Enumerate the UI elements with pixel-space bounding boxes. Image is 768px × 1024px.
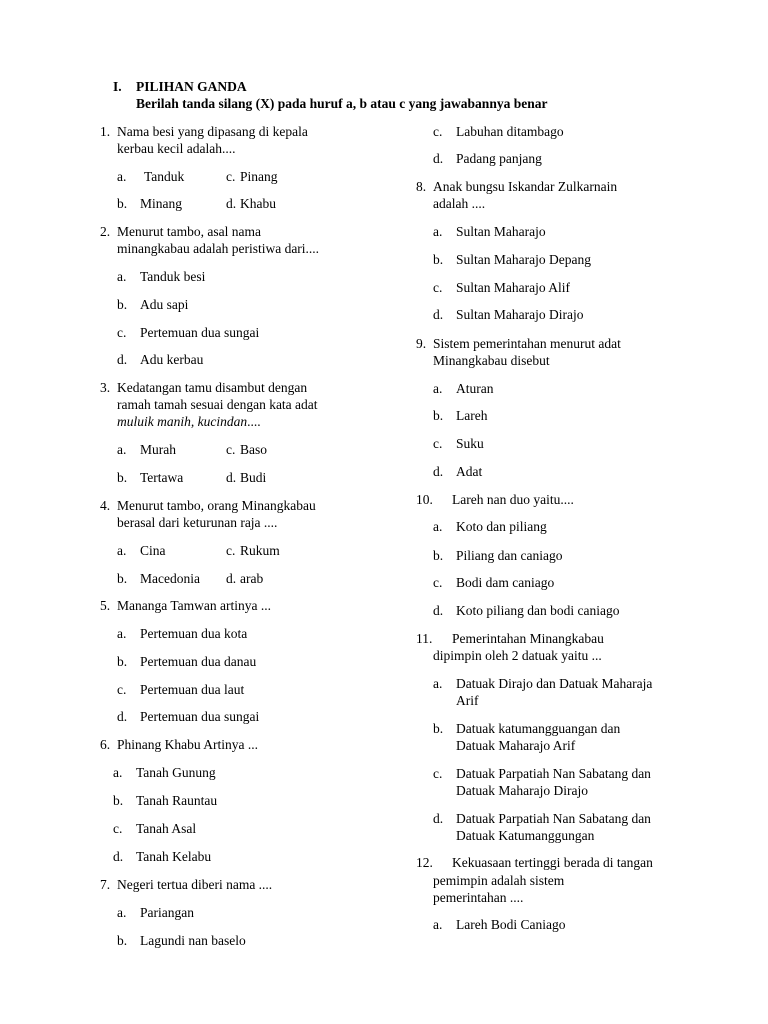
option-letter: a. xyxy=(433,917,443,932)
option-letter: b. xyxy=(117,297,128,312)
italic-phrase: muluik manih, kucindan xyxy=(117,414,248,429)
option-text: Lareh xyxy=(456,408,488,423)
option-letter: c. xyxy=(117,682,127,697)
option-text: Khabu xyxy=(240,196,276,211)
option-letter: c. xyxy=(433,124,443,139)
question-text: Menurut tambo, orang Minangkabau xyxy=(117,498,316,513)
option-text: Aturan xyxy=(456,381,494,396)
option-letter: d. xyxy=(226,571,237,586)
question-text-italic xyxy=(117,413,261,430)
option-letter: c. xyxy=(433,575,443,590)
option-text: Macedonia xyxy=(140,571,200,586)
option-letter: a. xyxy=(117,442,127,457)
option-text: Labuhan ditambago xyxy=(456,124,564,139)
question-text: Lareh nan duo yaitu.... xyxy=(452,492,574,507)
option-letter: c. xyxy=(433,280,443,295)
question-text: Negeri tertua diberi nama .... xyxy=(117,877,273,892)
option-letter: d. xyxy=(433,603,444,618)
option-letter: c. xyxy=(433,766,443,781)
option-text: Datuak Katumanggungan xyxy=(456,828,595,843)
ellipsis: .... xyxy=(247,414,261,429)
option-letter: a. xyxy=(433,224,443,239)
option-letter: a. xyxy=(117,269,127,284)
question-number: 4. xyxy=(100,498,111,513)
option-letter: a. xyxy=(117,905,127,920)
question-text: Minangkabau disebut xyxy=(433,353,550,368)
option-letter: d. xyxy=(226,470,237,485)
option-letter: d. xyxy=(433,811,444,826)
question-text: minangkabau adalah peristiwa dari.... xyxy=(117,241,320,256)
option-text: Pertemuan dua danau xyxy=(140,654,257,669)
option-letter: c. xyxy=(226,169,236,184)
question-text: Pemerintahan Minangkabau xyxy=(452,631,604,646)
option-text: Bodi dam caniago xyxy=(456,575,555,590)
option-letter: a. xyxy=(117,543,127,558)
option-text: Tanduk xyxy=(144,169,185,184)
question-text: Sistem pemerintahan menurut adat xyxy=(433,336,621,351)
option-letter: b. xyxy=(117,933,128,948)
option-text: Murah xyxy=(140,442,176,457)
question-text: ramah tamah sesuai dengan kata adat xyxy=(117,397,318,412)
option-letter: d. xyxy=(433,307,444,322)
question-text: Phinang Khabu Artinya ... xyxy=(117,737,258,752)
option-letter: c. xyxy=(226,543,236,558)
option-letter: b. xyxy=(433,408,444,423)
option-text: Adu kerbau xyxy=(140,352,204,367)
option-letter: b. xyxy=(433,548,444,563)
option-letter: b. xyxy=(433,721,444,736)
option-text: Koto piliang dan bodi caniago xyxy=(456,603,620,618)
option-text: Lagundi nan baselo xyxy=(140,933,246,948)
question-text: Kekuasaan tertinggi berada di tangan xyxy=(452,855,653,870)
option-text: Piliang dan caniago xyxy=(456,548,563,563)
option-letter: c. xyxy=(226,442,236,457)
question-text: Kedatangan tamu disambut dengan xyxy=(117,380,308,395)
option-text: Datuak Maharajo Dirajo xyxy=(456,783,588,798)
option-text: Lareh Bodi Caniago xyxy=(456,917,566,932)
option-text: Datuak katumangguangan dan xyxy=(456,721,621,736)
option-text: Datuak Parpatiah Nan Sabatang dan xyxy=(456,766,651,781)
option-text: Pertemuan dua sungai xyxy=(140,709,260,724)
option-text: Sultan Maharajo xyxy=(456,224,546,239)
option-text: Sultan Maharajo Depang xyxy=(456,252,591,267)
option-text: Padang panjang xyxy=(456,151,542,166)
option-text: Sultan Maharajo Dirajo xyxy=(456,307,584,322)
option-text: Datuak Maharajo Arif xyxy=(456,738,576,753)
option-text: Rukum xyxy=(240,543,280,558)
option-letter: b. xyxy=(433,252,444,267)
question-number: 10. xyxy=(416,492,433,507)
question-number: 9. xyxy=(416,336,427,351)
option-letter: a. xyxy=(433,676,443,691)
question-number: 8. xyxy=(416,179,427,194)
option-text: Budi xyxy=(240,470,267,485)
option-text: Tanduk besi xyxy=(140,269,206,284)
question-text: Nama besi yang dipasang di kepala xyxy=(117,124,308,139)
option-text: Datuak Parpatiah Nan Sabatang dan xyxy=(456,811,651,826)
question-text: berasal dari keturunan raja .... xyxy=(117,515,278,530)
section-title: PILIHAN GANDA xyxy=(136,79,247,94)
option-letter: b. xyxy=(117,571,128,586)
option-text: Datuak Dirajo dan Datuak Maharaja xyxy=(456,676,653,691)
option-text: Tanah Gunung xyxy=(136,765,216,780)
option-text: Arif xyxy=(456,693,479,708)
option-text: Adu sapi xyxy=(140,297,189,312)
option-letter: d. xyxy=(117,709,128,724)
option-text: Pariangan xyxy=(140,905,194,920)
option-text: Minang xyxy=(140,196,182,211)
option-letter: d. xyxy=(117,352,128,367)
option-text: arab xyxy=(240,571,264,586)
option-letter: d. xyxy=(433,464,444,479)
option-text: Tanah Asal xyxy=(136,821,197,836)
question-text: pemerintahan .... xyxy=(433,890,524,905)
option-text: Suku xyxy=(456,436,484,451)
option-text: Pinang xyxy=(240,169,278,184)
option-letter: a. xyxy=(433,519,443,534)
question-text: Anak bungsu Iskandar Zulkarnain xyxy=(433,179,618,194)
question-text: adalah .... xyxy=(433,196,486,211)
option-text: Pertemuan dua sungai xyxy=(140,325,260,340)
option-text: Sultan Maharajo Alif xyxy=(456,280,570,295)
option-text: Koto dan piliang xyxy=(456,519,547,534)
question-number: 3. xyxy=(100,380,111,395)
option-text: Cina xyxy=(140,543,166,558)
option-letter: b. xyxy=(117,470,128,485)
question-text: kerbau kecil adalah.... xyxy=(117,141,236,156)
option-letter: d. xyxy=(433,151,444,166)
option-letter: d. xyxy=(113,849,124,864)
question-number: 2. xyxy=(100,224,111,239)
question-number: 7. xyxy=(100,877,111,892)
question-text: Mananga Tamwan artinya ... xyxy=(117,598,272,613)
option-letter: b. xyxy=(117,654,128,669)
question-text: pemimpin adalah sistem xyxy=(433,873,565,888)
section-number: I. xyxy=(113,79,122,94)
option-letter: a. xyxy=(433,381,443,396)
question-text: dipimpin oleh 2 datuak yaitu ... xyxy=(433,648,602,663)
question-number: 5. xyxy=(100,598,111,613)
option-letter: d. xyxy=(226,196,237,211)
question-text: Menurut tambo, asal nama xyxy=(117,224,261,239)
option-letter: b. xyxy=(117,196,128,211)
option-letter: b. xyxy=(113,793,124,808)
option-text: Baso xyxy=(240,442,267,457)
question-number: 6. xyxy=(100,737,111,752)
section-instruction: Berilah tanda silang (X) pada huruf a, b atau c yang jawabannya benar xyxy=(136,96,548,111)
option-letter: c. xyxy=(117,325,127,340)
question-number: 1. xyxy=(100,124,111,139)
option-letter: c. xyxy=(113,821,123,836)
option-text: Tertawa xyxy=(140,470,184,485)
option-text: Tanah Rauntau xyxy=(136,793,218,808)
option-text: Pertemuan dua kota xyxy=(140,626,248,641)
option-text: Adat xyxy=(456,464,483,479)
question-number: 11. xyxy=(416,631,433,646)
question-number: 12. xyxy=(416,855,433,870)
option-letter: c. xyxy=(433,436,443,451)
option-letter: a. xyxy=(117,169,127,184)
option-letter: a. xyxy=(117,626,127,641)
option-text: Pertemuan dua laut xyxy=(140,682,245,697)
option-letter: a. xyxy=(113,765,123,780)
option-text: Tanah Kelabu xyxy=(136,849,212,864)
